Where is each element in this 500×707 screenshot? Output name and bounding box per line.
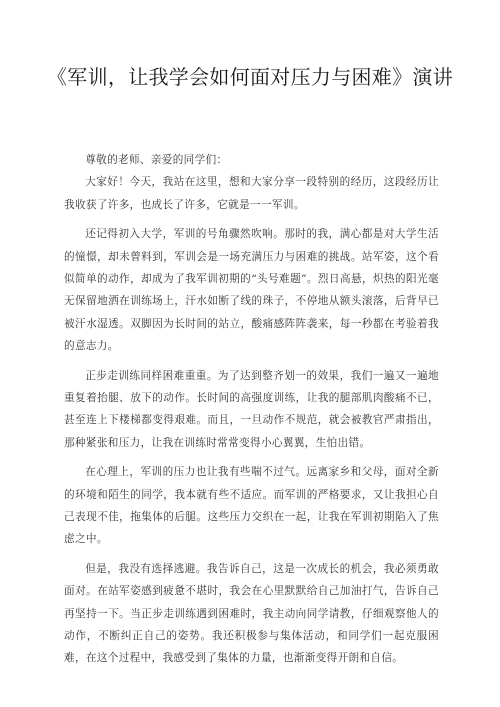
paragraph-4: 在心理上，军训的压力也让我有些喘不过气。远离家乡和父母，面对全新的环境和陌生的同学，我本就有些不适应。而军训的严格要求，又让我担心自己表现不佳，拖集体的后腿。这些压力交织在一起，让我在军训初期陷入了焦虑之中。 [64, 466, 439, 546]
paragraph-5: 但是，我没有选择逃避。我告诉自己，这是一次成长的机会，我必须勇敢面对。在站军姿感到疲惫不堪时，我会在心里默默给自己加油打气，告诉自己再坚持一下。当正步走训练遇到困难时，我主动向同学请教，仔细观察他人的动作，不断纠正自己的姿势。我还积极参与集体活动，和同学们一起克服困难，在这个过程中，我感受到了集体的力量，也渐渐变得开朗和自信。 [64, 563, 439, 665]
paragraph-3: 正步走训练同样困难重重。为了达到整齐划一的效果，我们一遍又一遍地重复着抬腿、放下的动作。长时间的高强度训练，让我的腿部肌肉酸痛不已，甚至连上下楼梯都变得艰难。而且，一旦动作不规范，就会被教官严肃指出，那种紧张和压力，让我在训练时常常变得小心翼翼，生怕出错。 [64, 369, 439, 449]
paragraph-1: 大家好！今天，我站在这里，想和大家分享一段特别的经历，这段经历让我收获了许多，也成长了许多，它就是一一军训。 [64, 176, 439, 211]
greeting-line: 尊敬的老师、亲爱的同学们： [85, 154, 228, 166]
document-body [64, 149, 439, 677]
document-title: 《军训，让我学会如何面对压力与困难》演讲 [47, 65, 453, 89]
paragraph-2: 还记得初入大学，军训的号角骤然吹响。那时的我，满心都是对大学生活的憧憬，却未曾料到，军训会是一场充满压力与困难的挑战。站军姿，这个看似简单的动作，却成为了我军训初期的“头号难题”。烈日高悬，炽热的阳光毫无保留地洒在训练场上，汗水如断了线的珠子，不停地从额头滚落，后背早已被汗水湿透。双脚因为长时间的站立，酸痛感阵阵袭来，每一秒都在考验着我的意志力。 [64, 228, 439, 352]
